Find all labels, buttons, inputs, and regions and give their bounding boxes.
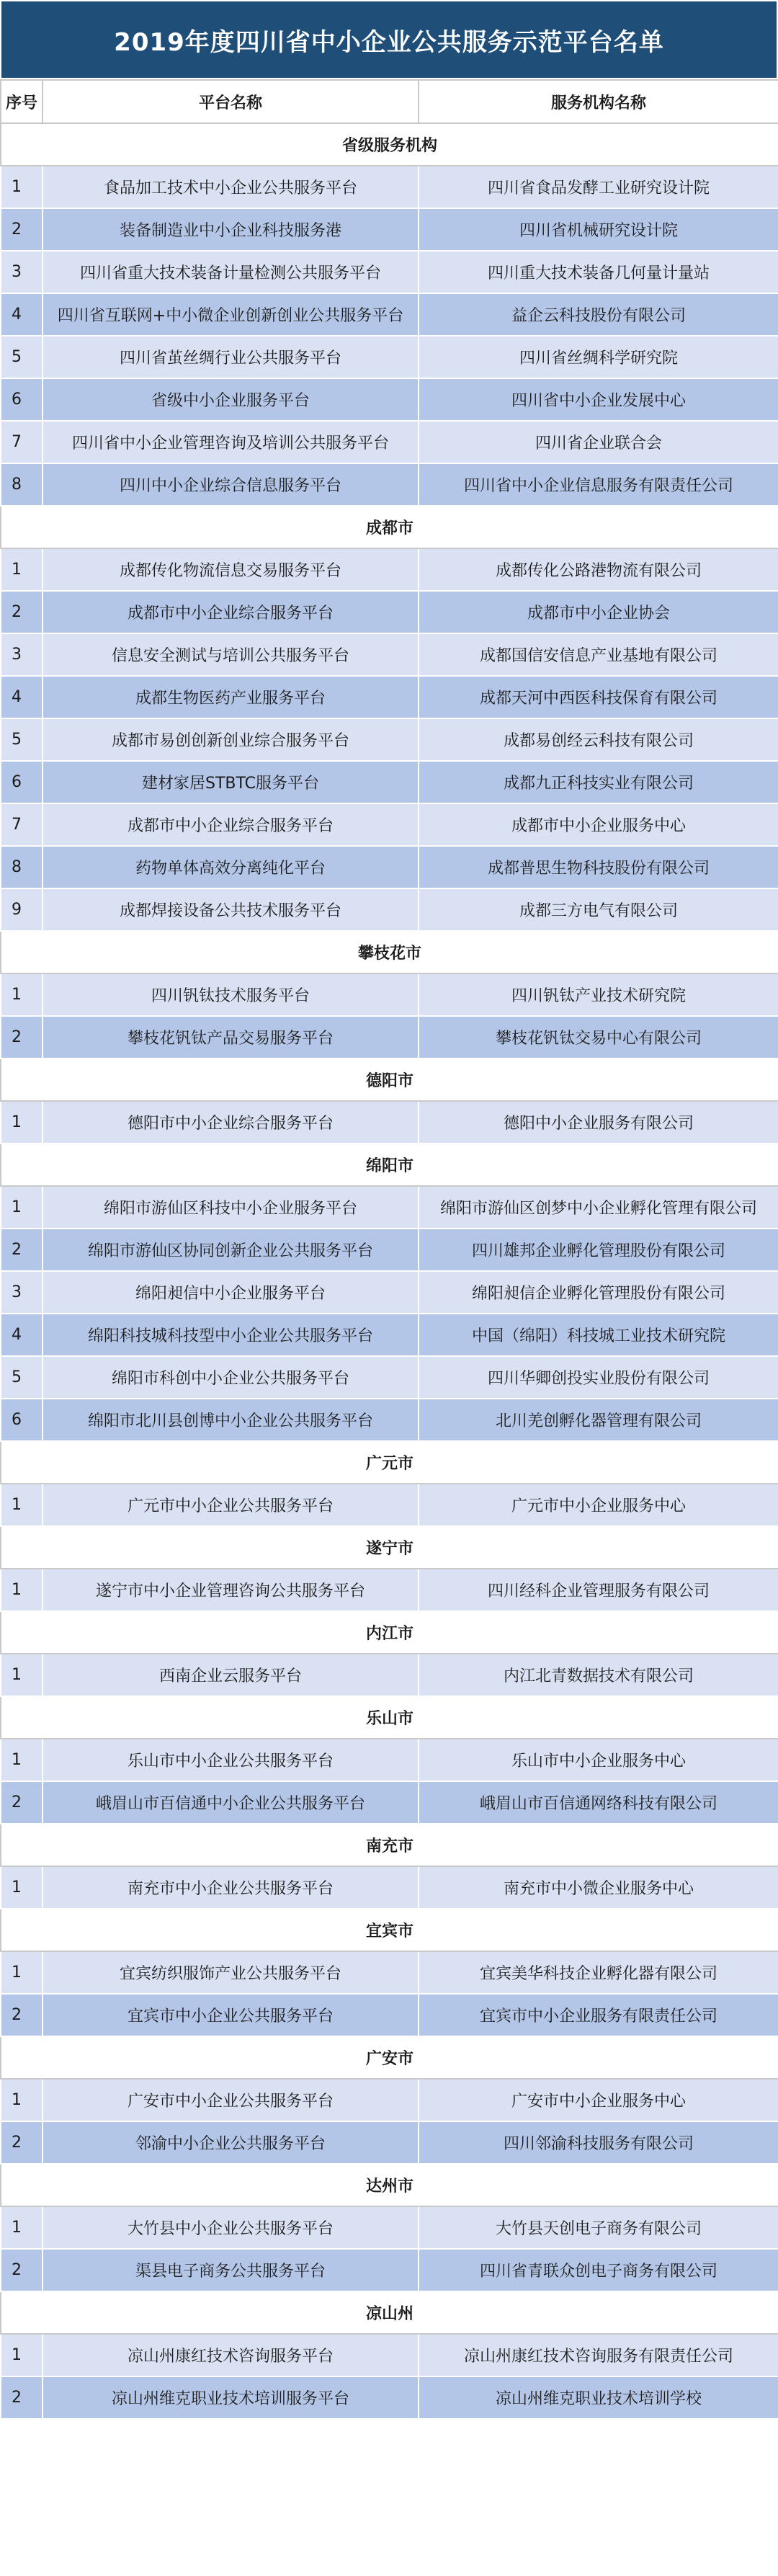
row-platform-name: 成都市中小企业综合服务平台 — [43, 591, 419, 633]
row-platform-name: 药物单体高效分离纯化平台 — [43, 846, 419, 888]
row-org-name: 中国（绵阳）科技城工业技术研究院 — [419, 1314, 778, 1356]
table-row — [1, 166, 778, 208]
row-platform-name: 西南企业云服务平台 — [43, 1654, 419, 1696]
row-org-name: 四川邻渝科技服务有限公司 — [419, 2121, 778, 2164]
row-org-name: 攀枝花钒钛交易中心有限公司 — [419, 1016, 778, 1059]
row-platform-name: 广安市中小企业公共服务平台 — [43, 2079, 419, 2121]
row-platform-name: 成都市易创创新创业综合服务平台 — [43, 718, 419, 761]
row-seq: 3 — [1, 1271, 43, 1314]
row-seq: 8 — [1, 846, 43, 888]
row-org-name: 峨眉山市百信通网络科技有限公司 — [419, 1781, 778, 1824]
row-platform-name: 大竹县中小企业公共服务平台 — [43, 2206, 419, 2249]
row-seq: 2 — [1, 1781, 43, 1824]
platform-table — [0, 79, 778, 2420]
section-row — [1, 2164, 778, 2206]
row-org-name: 成都市中小企业协会 — [419, 591, 778, 633]
section-row — [1, 1144, 778, 1186]
row-seq: 1 — [1, 1101, 43, 1144]
header-platform: 平台名称 — [43, 80, 419, 123]
row-platform-name: 成都传化物流信息交易服务平台 — [43, 548, 419, 591]
row-org-name: 绵阳昶信企业孵化管理股份有限公司 — [419, 1271, 778, 1314]
row-seq: 5 — [1, 718, 43, 761]
table-row — [1, 463, 778, 506]
section-row — [1, 2291, 778, 2334]
row-seq: 3 — [1, 633, 43, 676]
row-platform-name: 宜宾市中小企业公共服务平台 — [43, 1994, 419, 2036]
row-org-name: 凉山州维克职业技术培训学校 — [419, 2376, 778, 2419]
table-row — [1, 2121, 778, 2164]
row-platform-name: 邻渝中小企业公共服务平台 — [43, 2121, 419, 2164]
row-platform-name: 成都焊接设备公共技术服务平台 — [43, 888, 419, 931]
table-row — [1, 1356, 778, 1399]
table-row — [1, 1781, 778, 1824]
table-row — [1, 2249, 778, 2291]
table-row — [1, 1271, 778, 1314]
table-row — [1, 633, 778, 676]
row-seq: 2 — [1, 2376, 43, 2419]
section-title: 攀枝花市 — [1, 931, 778, 973]
row-platform-name: 食品加工技术中小企业公共服务平台 — [43, 166, 419, 208]
table-row — [1, 548, 778, 591]
row-seq: 1 — [1, 2334, 43, 2376]
section-title: 绵阳市 — [1, 1144, 778, 1186]
row-org-name: 益企云科技股份有限公司 — [419, 293, 778, 336]
table-row — [1, 1951, 778, 1994]
row-platform-name: 四川省互联网+中小微企业创新创业公共服务平台 — [43, 293, 419, 336]
row-org-name: 内江北青数据技术有限公司 — [419, 1654, 778, 1696]
row-platform-name: 成都市中小企业综合服务平台 — [43, 803, 419, 846]
row-seq: 6 — [1, 1399, 43, 1441]
row-org-name: 宜宾市中小企业服务有限责任公司 — [419, 1994, 778, 2036]
row-seq: 2 — [1, 1229, 43, 1271]
row-org-name: 凉山州康红技术咨询服务有限责任公司 — [419, 2334, 778, 2376]
row-seq: 7 — [1, 421, 43, 463]
table-row — [1, 1186, 778, 1229]
row-seq: 1 — [1, 2206, 43, 2249]
row-seq: 1 — [1, 1951, 43, 1994]
row-org-name: 成都传化公路港物流有限公司 — [419, 548, 778, 591]
row-platform-name: 德阳市中小企业综合服务平台 — [43, 1101, 419, 1144]
row-org-name: 成都普思生物科技股份有限公司 — [419, 846, 778, 888]
row-seq: 1 — [1, 1654, 43, 1696]
row-platform-name: 广元市中小企业公共服务平台 — [43, 1484, 419, 1526]
section-row — [1, 931, 778, 973]
row-platform-name: 装备制造业中小企业科技服务港 — [43, 208, 419, 251]
row-seq: 5 — [1, 336, 43, 378]
row-org-name: 成都易创经云科技有限公司 — [419, 718, 778, 761]
row-platform-name: 信息安全测试与培训公共服务平台 — [43, 633, 419, 676]
row-org-name: 四川省中小企业发展中心 — [419, 378, 778, 421]
row-platform-name: 绵阳市游仙区科技中小企业服务平台 — [43, 1186, 419, 1229]
table-row — [1, 1994, 778, 2036]
row-platform-name: 绵阳昶信中小企业服务平台 — [43, 1271, 419, 1314]
section-title: 凉山州 — [1, 2291, 778, 2334]
row-org-name: 成都九正科技实业有限公司 — [419, 761, 778, 803]
table-row — [1, 888, 778, 931]
row-platform-name: 峨眉山市百信通中小企业公共服务平台 — [43, 1781, 419, 1824]
section-row — [1, 1696, 778, 1739]
table-row — [1, 1866, 778, 1909]
table-row — [1, 1739, 778, 1781]
row-org-name: 四川华卿创投实业股份有限公司 — [419, 1356, 778, 1399]
section-title: 广安市 — [1, 2036, 778, 2079]
row-org-name: 乐山市中小企业服务中心 — [419, 1739, 778, 1781]
section-row — [1, 1441, 778, 1484]
row-platform-name: 乐山市中小企业公共服务平台 — [43, 1739, 419, 1781]
row-seq: 2 — [1, 2121, 43, 2164]
table-row — [1, 421, 778, 463]
row-seq: 7 — [1, 803, 43, 846]
row-seq: 1 — [1, 1739, 43, 1781]
table-row — [1, 2206, 778, 2249]
section-title: 宜宾市 — [1, 1909, 778, 1951]
row-platform-name: 凉山州康红技术咨询服务平台 — [43, 2334, 419, 2376]
section-row — [1, 506, 778, 548]
row-platform-name: 遂宁市中小企业管理咨询公共服务平台 — [43, 1569, 419, 1611]
table-row — [1, 1314, 778, 1356]
section-title: 遂宁市 — [1, 1526, 778, 1569]
section-row — [1, 1059, 778, 1101]
row-platform-name: 四川省重大技术装备计量检测公共服务平台 — [43, 251, 419, 293]
row-seq: 1 — [1, 1569, 43, 1611]
row-seq: 2 — [1, 2249, 43, 2291]
section-title: 内江市 — [1, 1611, 778, 1654]
row-org-name: 北川羌创孵化器管理有限公司 — [419, 1399, 778, 1441]
table-row — [1, 761, 778, 803]
row-org-name: 宜宾美华科技企业孵化器有限公司 — [419, 1951, 778, 1994]
table-row — [1, 1484, 778, 1526]
table-header-row — [1, 80, 778, 123]
row-seq: 2 — [1, 591, 43, 633]
table-row — [1, 676, 778, 718]
row-seq: 1 — [1, 2079, 43, 2121]
row-org-name: 南充市中小微企业服务中心 — [419, 1866, 778, 1909]
row-seq: 1 — [1, 1866, 43, 1909]
row-platform-name: 攀枝花钒钛产品交易服务平台 — [43, 1016, 419, 1059]
table-row — [1, 2334, 778, 2376]
table-row — [1, 1016, 778, 1059]
table-row — [1, 208, 778, 251]
table-row — [1, 251, 778, 293]
section-title: 省级服务机构 — [1, 123, 778, 166]
row-org-name: 四川省青联众创电子商务有限公司 — [419, 2249, 778, 2291]
table-row — [1, 1399, 778, 1441]
row-seq: 9 — [1, 888, 43, 931]
row-org-name: 成都市中小企业服务中心 — [419, 803, 778, 846]
table-row — [1, 2079, 778, 2121]
row-platform-name: 凉山州维克职业技术培训服务平台 — [43, 2376, 419, 2419]
table-row — [1, 293, 778, 336]
page-title: 2019年度四川省中小企业公共服务示范平台名单 — [0, 0, 778, 79]
row-seq: 1 — [1, 548, 43, 591]
row-org-name: 四川雄邦企业孵化管理股份有限公司 — [419, 1229, 778, 1271]
row-seq: 1 — [1, 166, 43, 208]
section-row — [1, 1824, 778, 1866]
section-title: 乐山市 — [1, 1696, 778, 1739]
row-platform-name: 四川钒钛技术服务平台 — [43, 973, 419, 1016]
row-org-name: 大竹县天创电子商务有限公司 — [419, 2206, 778, 2249]
row-seq: 2 — [1, 208, 43, 251]
table-row — [1, 378, 778, 421]
row-seq: 5 — [1, 1356, 43, 1399]
row-seq: 6 — [1, 378, 43, 421]
row-org-name: 成都天河中西医科技保育有限公司 — [419, 676, 778, 718]
table-row — [1, 1654, 778, 1696]
row-org-name: 成都国信安信息产业基地有限公司 — [419, 633, 778, 676]
row-platform-name: 四川省茧丝绸行业公共服务平台 — [43, 336, 419, 378]
table-row — [1, 336, 778, 378]
row-seq: 6 — [1, 761, 43, 803]
section-title: 达州市 — [1, 2164, 778, 2206]
table-row — [1, 1569, 778, 1611]
row-platform-name: 成都生物医药产业服务平台 — [43, 676, 419, 718]
section-title: 德阳市 — [1, 1059, 778, 1101]
section-title: 南充市 — [1, 1824, 778, 1866]
row-org-name: 四川省中小企业信息服务有限责任公司 — [419, 463, 778, 506]
table-row — [1, 1229, 778, 1271]
row-seq: 1 — [1, 973, 43, 1016]
table-row — [1, 803, 778, 846]
row-platform-name: 四川中小企业综合信息服务平台 — [43, 463, 419, 506]
row-seq: 2 — [1, 1994, 43, 2036]
row-platform-name: 渠县电子商务公共服务平台 — [43, 2249, 419, 2291]
section-row — [1, 1526, 778, 1569]
table-row — [1, 1101, 778, 1144]
table-row — [1, 846, 778, 888]
row-platform-name: 南充市中小企业公共服务平台 — [43, 1866, 419, 1909]
row-org-name: 四川省丝绸科学研究院 — [419, 336, 778, 378]
section-row — [1, 1611, 778, 1654]
row-platform-name: 绵阳市北川县创博中小企业公共服务平台 — [43, 1399, 419, 1441]
row-platform-name: 建材家居STBTC服务平台 — [43, 761, 419, 803]
row-seq: 3 — [1, 251, 43, 293]
row-org-name: 德阳中小企业服务有限公司 — [419, 1101, 778, 1144]
section-row — [1, 2036, 778, 2079]
table-row — [1, 591, 778, 633]
row-seq: 1 — [1, 1484, 43, 1526]
row-platform-name: 宜宾纺织服饰产业公共服务平台 — [43, 1951, 419, 1994]
header-seq: 序号 — [1, 80, 43, 123]
row-seq: 2 — [1, 1016, 43, 1059]
table-row — [1, 2376, 778, 2419]
section-title: 成都市 — [1, 506, 778, 548]
section-row — [1, 123, 778, 166]
row-org-name: 四川省企业联合会 — [419, 421, 778, 463]
row-org-name: 四川重大技术装备几何量计量站 — [419, 251, 778, 293]
table-body — [1, 123, 778, 2419]
table-row — [1, 973, 778, 1016]
row-org-name: 四川省食品发酵工业研究设计院 — [419, 166, 778, 208]
row-org-name: 四川省机械研究设计院 — [419, 208, 778, 251]
row-platform-name: 四川省中小企业管理咨询及培训公共服务平台 — [43, 421, 419, 463]
row-platform-name: 绵阳市科创中小企业公共服务平台 — [43, 1356, 419, 1399]
row-org-name: 广元市中小企业服务中心 — [419, 1484, 778, 1526]
row-org-name: 四川钒钛产业技术研究院 — [419, 973, 778, 1016]
row-org-name: 成都三方电气有限公司 — [419, 888, 778, 931]
row-seq: 4 — [1, 1314, 43, 1356]
row-seq: 4 — [1, 676, 43, 718]
section-row — [1, 1909, 778, 1951]
table-row — [1, 718, 778, 761]
row-org-name: 绵阳市游仙区创梦中小企业孵化管理有限公司 — [419, 1186, 778, 1229]
row-platform-name: 绵阳科技城科技型中小企业公共服务平台 — [43, 1314, 419, 1356]
row-seq: 4 — [1, 293, 43, 336]
row-platform-name: 绵阳市游仙区协同创新企业公共服务平台 — [43, 1229, 419, 1271]
row-seq: 1 — [1, 1186, 43, 1229]
row-org-name: 四川经科企业管理服务有限公司 — [419, 1569, 778, 1611]
section-title: 广元市 — [1, 1441, 778, 1484]
header-org: 服务机构名称 — [419, 80, 778, 123]
row-platform-name: 省级中小企业服务平台 — [43, 378, 419, 421]
row-seq: 8 — [1, 463, 43, 506]
row-org-name: 广安市中小企业服务中心 — [419, 2079, 778, 2121]
